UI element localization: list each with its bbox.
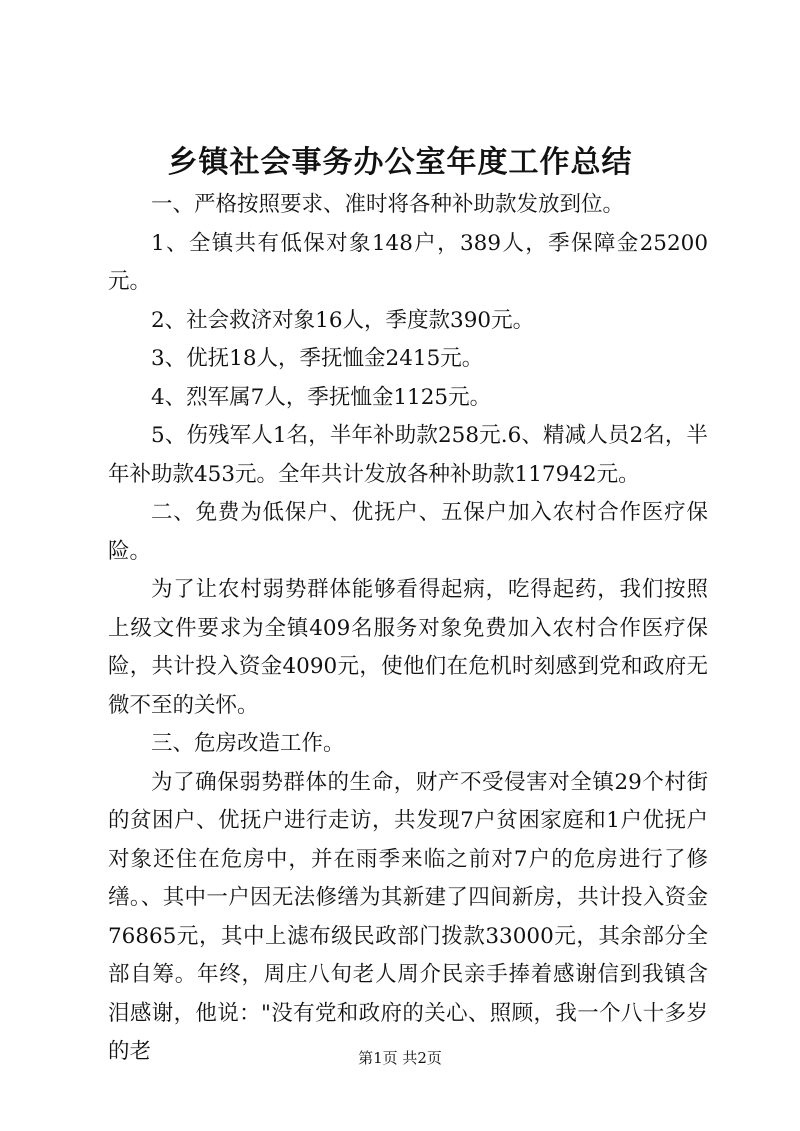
document-body [108,186,708,1072]
section-heading-1: 一、严格按照要求、准时将各种补助款发放到位。 [151,192,625,217]
section-heading-2: 二、免费为低保户、优抚户、五保户加入农村合作医疗保险。 [108,500,708,564]
document-title: 乡镇社会事务办公室年度工作总结 [167,145,633,180]
list-item-5: 5、伤残军人1名，半年补助款258元.6、精减人员2名，半年补助款453元。全年共计发放各种补助款117942元。 [108,423,708,487]
page-footer: 第1页 共2页 [358,1049,442,1067]
list-item-3: 3、优抚18人，季抚恤金2415元。 [151,346,484,371]
list-item-1: 1、全镇共有低保对象148户，389人，季保障金25200元。 [108,230,708,294]
section-heading-3: 三、危房改造工作。 [151,731,345,756]
list-item-2: 2、社会救济对象16人，季度款390元。 [151,307,535,333]
body-paragraph-insurance: 为了让农村弱势群体能够看得起病，吃得起药，我们按照上级文件要求为全镇409名服务对象免费加入农村合作医疗保险，共计投入资金4090元，使他们在危机时刻感到党和政府无微不至的关怀。 [108,577,708,718]
body-paragraph-housing: 为了确保弱势群体的生命，财产不受侵害对全镇29个村街的贫困户、优抚户进行走访，共发现7户贫困家庭和1户优抚户对象还住在危房中，并在雨季来临之前对7户的危房进行了修缮。、其中一户因无法修缮为其新建了四间新房，共计投入资金76865元，其中上滤布级民政部门拨款33000元，其余部分全部自筹。年终，周庄八旬老人周介民亲手捧着感谢信到我镇含泪感谢，他说："没有党和政府的关心、照顾，我一个八十多岁的老 [108,769,708,1064]
list-item-4: 4、烈军属7人，季抚恤金1125元。 [151,384,492,410]
